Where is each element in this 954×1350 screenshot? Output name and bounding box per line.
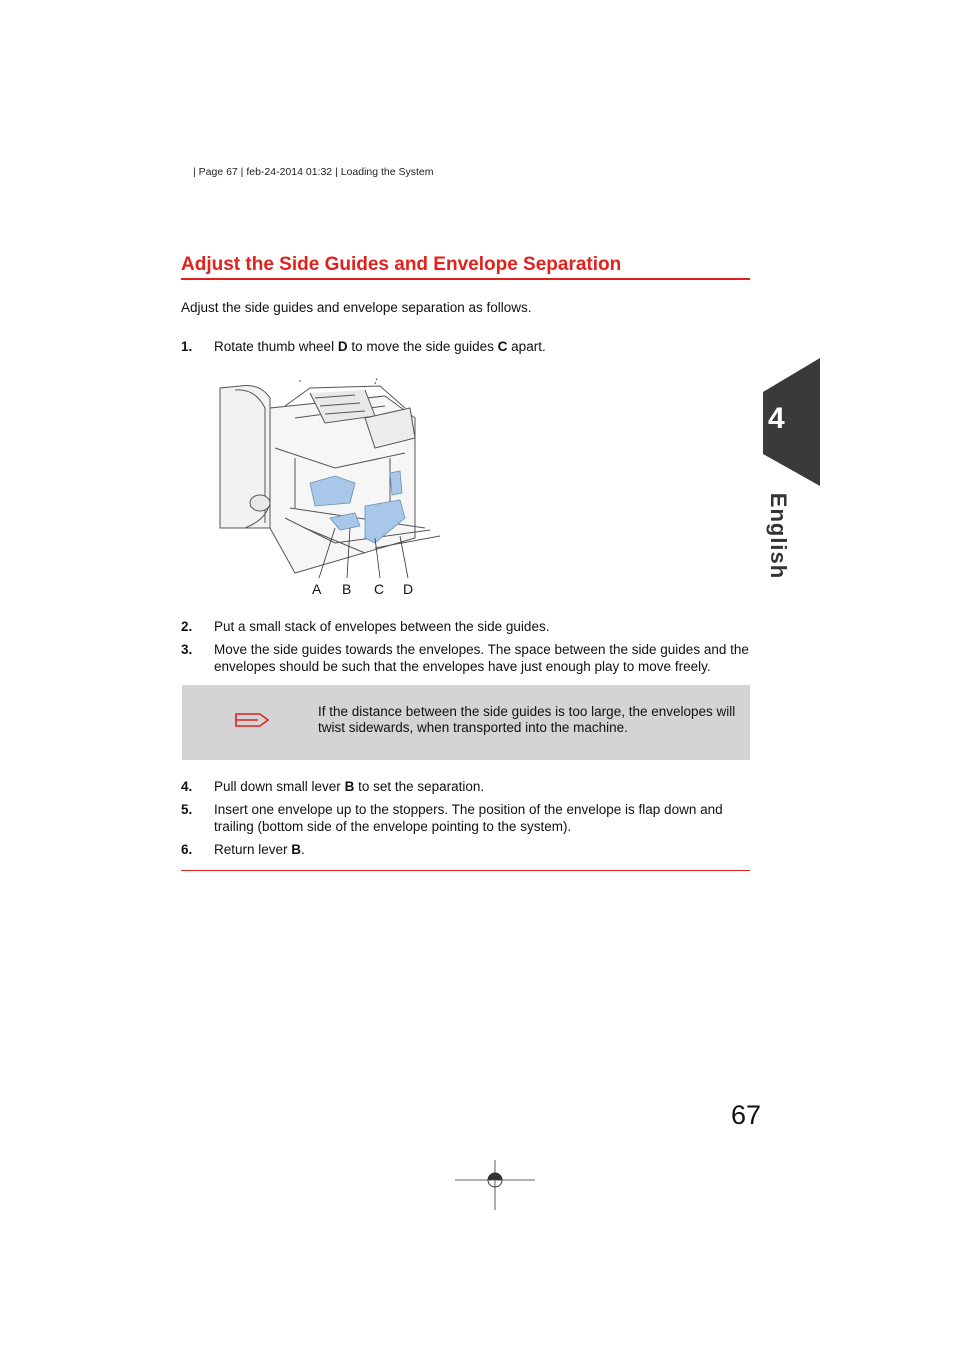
step-2 (181, 618, 751, 635)
pencil-icon (234, 711, 270, 729)
label-a: A (312, 581, 322, 597)
step-4 (181, 778, 751, 795)
step-number: 4. (181, 779, 193, 794)
feeder-drawing (215, 378, 445, 583)
label-b: B (342, 581, 352, 597)
note-box (182, 685, 750, 760)
step-number: 1. (181, 339, 193, 354)
chapter-number: 4 (768, 402, 785, 435)
step-text: Pull down small lever B to set the separation. (214, 779, 485, 794)
step-text: Return lever B. (214, 842, 305, 857)
language-label: English (766, 492, 791, 580)
section-title: Adjust the Side Guides and Envelope Separation (181, 254, 750, 280)
step-3 (181, 641, 751, 675)
step-number: 5. (181, 802, 193, 817)
step-1 (181, 338, 751, 355)
label-c: C (374, 581, 385, 597)
machine-illustration (215, 378, 445, 600)
page-number: 67 (731, 1100, 762, 1130)
step-number: 3. (181, 642, 193, 657)
section-end-rule (181, 870, 750, 871)
note-text: If the distance between the side guides is too large, the envelopes will twist sidewards, when transported into the machine. (318, 704, 736, 735)
step-6 (181, 841, 751, 858)
step-text: Put a small stack of envelopes between the side guides. (214, 619, 550, 634)
step-text: Move the side guides towards the envelopes. The space between the side guides and the envelopes should be such that the envelopes have just enough play to move freely. (214, 642, 749, 674)
step-text: Insert one envelope up to the stoppers. The position of the envelope is flap down and trailing (bottom side of the envelope pointing to the system). (214, 802, 723, 834)
running-header: | Page 67 | feb-24-2014 01:32 | Loading the System (193, 166, 434, 178)
registration-mark-icon (455, 1160, 535, 1212)
step-number: 6. (181, 842, 193, 857)
intro-text: Adjust the side guides and envelope separation as follows. (181, 300, 532, 315)
step-number: 2. (181, 619, 193, 634)
step-text: Rotate thumb wheel D to move the side guides C apart. (214, 339, 546, 354)
step-5 (181, 801, 751, 835)
label-d: D (403, 581, 414, 597)
